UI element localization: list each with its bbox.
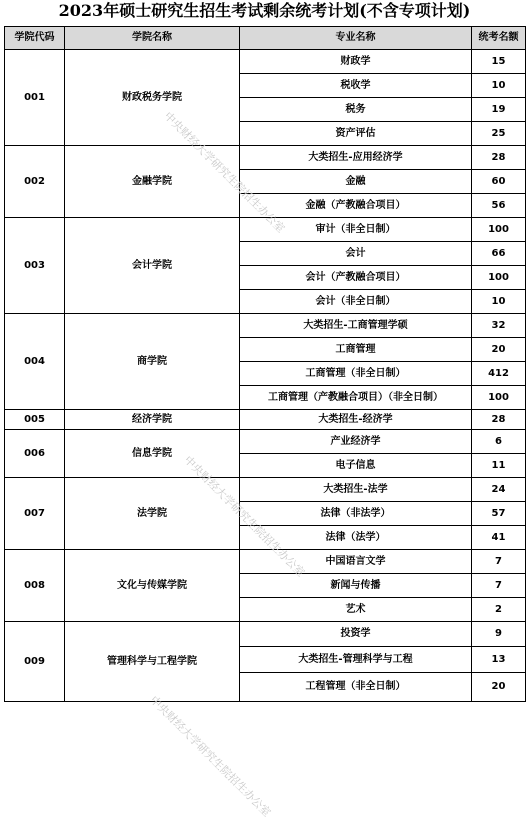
quota-cell: 25 xyxy=(472,122,526,146)
table-row xyxy=(5,218,526,242)
major-name-cell: 会计（产教融合项目） xyxy=(240,266,472,290)
major-name-cell: 艺术 xyxy=(240,598,472,622)
enrollment-plan-table xyxy=(4,26,526,702)
header-major-name: 专业名称 xyxy=(240,27,472,50)
major-name-cell: 税收学 xyxy=(240,74,472,98)
college-code-cell: 001 xyxy=(5,50,65,146)
major-name-cell: 大类招生-法学 xyxy=(240,478,472,502)
major-name-cell: 法律（非法学） xyxy=(240,502,472,526)
table-row xyxy=(5,478,526,502)
major-name-cell: 税务 xyxy=(240,98,472,122)
table-row xyxy=(5,622,526,647)
major-name-cell: 会计（非全日制） xyxy=(240,290,472,314)
table-row xyxy=(5,430,526,454)
college-code-cell: 009 xyxy=(5,622,65,702)
quota-cell: 19 xyxy=(472,98,526,122)
table-row xyxy=(5,550,526,574)
college-name-cell: 商学院 xyxy=(65,314,240,410)
quota-cell: 6 xyxy=(472,430,526,454)
quota-cell: 13 xyxy=(472,647,526,673)
table-row xyxy=(5,314,526,338)
quota-cell: 100 xyxy=(472,218,526,242)
quota-cell: 66 xyxy=(472,242,526,266)
quota-cell: 20 xyxy=(472,338,526,362)
major-name-cell: 大类招生-工商管理学硕 xyxy=(240,314,472,338)
table-header-row xyxy=(5,27,526,50)
quota-cell: 11 xyxy=(472,454,526,478)
major-name-cell: 新闻与传播 xyxy=(240,574,472,598)
table-row xyxy=(5,410,526,430)
quota-cell: 41 xyxy=(472,526,526,550)
major-name-cell: 资产评估 xyxy=(240,122,472,146)
college-name-cell: 会计学院 xyxy=(65,218,240,314)
quota-cell: 57 xyxy=(472,502,526,526)
quota-cell: 7 xyxy=(472,550,526,574)
quota-cell: 15 xyxy=(472,50,526,74)
quota-cell: 28 xyxy=(472,146,526,170)
major-name-cell: 金融（产教融合项目） xyxy=(240,194,472,218)
quota-cell: 100 xyxy=(472,266,526,290)
quota-cell: 10 xyxy=(472,74,526,98)
major-name-cell: 会计 xyxy=(240,242,472,266)
college-name-cell: 法学院 xyxy=(65,478,240,550)
major-name-cell: 中国语言文学 xyxy=(240,550,472,574)
college-code-cell: 007 xyxy=(5,478,65,550)
header-quota: 统考名额 xyxy=(472,27,526,50)
quota-cell: 2 xyxy=(472,598,526,622)
college-name-cell: 信息学院 xyxy=(65,430,240,478)
quota-cell: 56 xyxy=(472,194,526,218)
college-code-cell: 005 xyxy=(5,410,65,430)
header-college-code: 学院代码 xyxy=(5,27,65,50)
table-row xyxy=(5,50,526,74)
quota-cell: 32 xyxy=(472,314,526,338)
quota-cell: 60 xyxy=(472,170,526,194)
college-name-cell: 管理科学与工程学院 xyxy=(65,622,240,702)
college-name-cell: 财政税务学院 xyxy=(65,50,240,146)
page-title: 2023年硕士研究生招生考试剩余统考计划(不含专项计划) xyxy=(58,1,471,20)
major-name-cell: 法律（法学） xyxy=(240,526,472,550)
quota-cell: 24 xyxy=(472,478,526,502)
major-name-cell: 大类招生-应用经济学 xyxy=(240,146,472,170)
major-name-cell: 工商管理（非全日制） xyxy=(240,362,472,386)
header-college-name: 学院名称 xyxy=(65,27,240,50)
college-name-cell: 经济学院 xyxy=(65,410,240,430)
major-name-cell: 工程管理（非全日制） xyxy=(240,673,472,702)
college-code-cell: 003 xyxy=(5,218,65,314)
college-name-cell: 金融学院 xyxy=(65,146,240,218)
quota-cell: 28 xyxy=(472,410,526,430)
quota-cell: 9 xyxy=(472,622,526,647)
college-code-cell: 008 xyxy=(5,550,65,622)
major-name-cell: 金融 xyxy=(240,170,472,194)
watermark-top: 中央财经大学研究生院招生办公室 xyxy=(161,109,288,236)
major-name-cell: 财政学 xyxy=(240,50,472,74)
major-name-cell: 大类招生-经济学 xyxy=(240,410,472,430)
watermark-middle: 中央财经大学研究生院招生办公室 xyxy=(181,453,308,580)
college-name-cell: 文化与传媒学院 xyxy=(65,550,240,622)
major-name-cell: 审计（非全日制） xyxy=(240,218,472,242)
major-name-cell: 投资学 xyxy=(240,622,472,647)
major-name-cell: 工商管理（产教融合项目）（非全日制） xyxy=(240,386,472,410)
watermark-bottom: 中央财经大学研究生院招生办公室 xyxy=(147,693,274,820)
major-name-cell: 电子信息 xyxy=(240,454,472,478)
major-name-cell: 产业经济学 xyxy=(240,430,472,454)
table-row xyxy=(5,146,526,170)
quota-cell: 412 xyxy=(472,362,526,386)
college-code-cell: 002 xyxy=(5,146,65,218)
college-code-cell: 006 xyxy=(5,430,65,478)
quota-cell: 10 xyxy=(472,290,526,314)
quota-cell: 100 xyxy=(472,386,526,410)
major-name-cell: 工商管理 xyxy=(240,338,472,362)
major-name-cell: 大类招生-管理科学与工程 xyxy=(240,647,472,673)
college-code-cell: 004 xyxy=(5,314,65,410)
table-body xyxy=(5,50,526,702)
quota-cell: 7 xyxy=(472,574,526,598)
quota-cell: 20 xyxy=(472,673,526,702)
